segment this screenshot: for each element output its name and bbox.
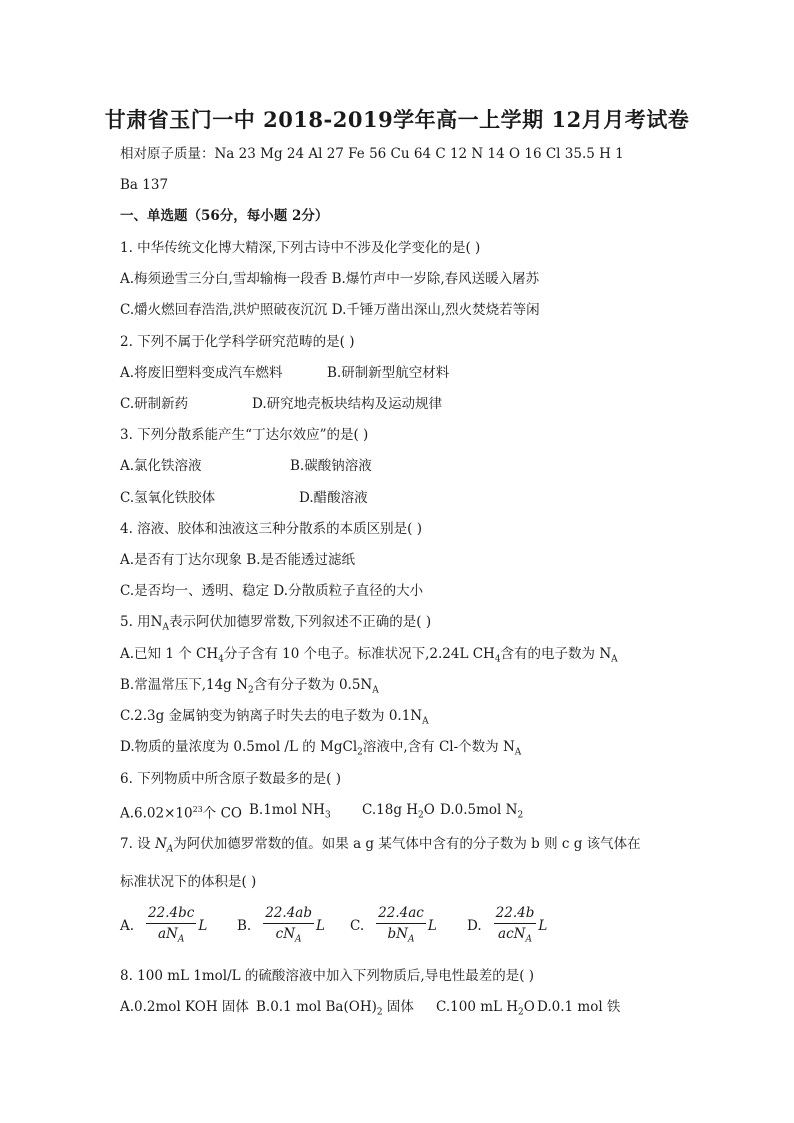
- question-8-option-a: A.0.2mol KOH 固体: [120, 999, 249, 1015]
- question-6-option-a: $A.6.02\times 10^{23}$个 CO: [120, 805, 242, 822]
- question-6-stem: 6. 下列物质中所含原子数最多的是( ): [120, 771, 341, 787]
- question-5-option-b: B.常温常压下,14g $N_2$含有分子数为 $0.5N_A$: [120, 677, 379, 696]
- question-4-stem: 4. 溶液、胶体和浊液这三种分散系的本质区别是( ): [120, 521, 422, 537]
- question-7-option-d: D. $\frac{22.4b}{acN_A}$ L: [467, 905, 548, 945]
- question-3-option-b: B.碳酸钠溶液: [290, 458, 372, 474]
- atomic-mass-line: 相对原子质量：Na 23 Mg 24 Al 27 Fe 56 Cu 64 C 12 N 14 O 16 Cl 35.5 H 1: [120, 146, 624, 162]
- question-2-option-b: B.研制新型航空材料: [327, 365, 450, 381]
- question-3-stem: 3. 下列分散系能产生“丁达尔效应”的是( ): [120, 427, 369, 443]
- question-2-option-c: C.研制新药: [120, 396, 189, 412]
- question-7-option-c: C. $\frac{22.4ac}{bN_A}$ L: [350, 905, 437, 945]
- question-1-options-ab: A.梅须逊雪三分白,雪却输梅一段香 B.爆竹声中一岁除,春风送暖入屠苏: [120, 271, 540, 287]
- question-7-stem: 7. 设 $N_A$为阿伏加德罗常数的值。如果 a g 某气体中含有的分子数为 b 则 c g 该气体在: [120, 836, 641, 855]
- question-3-option-c: C.氢氧化铁胶体: [120, 490, 216, 506]
- question-3-option-a: A.氯化铁溶液: [120, 458, 202, 474]
- question-4-options-cd: C.是否均一、透明、稳定 D.分散质粒子直径的大小: [120, 583, 424, 599]
- atomic-mass-line-cont: Ba 137: [120, 177, 169, 193]
- question-5-option-a: A.已知 1 个 $CH_4$分子含有 10 个电子。标准状况下,2.24L $CH_4$含有的电子数为 $N_A$: [120, 646, 618, 665]
- question-2-stem: 2. 下列不属于化学科学研究范畴的是( ): [120, 334, 355, 350]
- question-1-stem: 1. 中华传统文化博大精深,下列古诗中不涉及化学变化的是( ): [120, 240, 481, 256]
- question-8-option-c: C.100 mL $H_2O$: [436, 999, 535, 1018]
- question-2-option-d: D.研究地壳板块结构及运动规律: [252, 396, 443, 412]
- section-heading: 一、单选题（56分，每小题 2分）: [120, 208, 329, 224]
- question-7-option-a: A. $\frac{22.4bc}{aN_A}$ L: [120, 905, 208, 945]
- question-4-options-ab: A.是否有丁达尔现象 B.是否能透过滤纸: [120, 552, 356, 568]
- question-6-option-b: B.1mol $NH_3$: [249, 802, 331, 821]
- question-8-stem: 8. 100 mL 1mol/L 的硫酸溶液中加入下列物质后,导电性最差的是( ): [120, 968, 535, 984]
- question-1-options-cd: C.爝火燃回春浩浩,洪炉照破夜沉沉 D.千锤万凿出深山,烈火焚烧若等闲: [120, 302, 540, 318]
- question-5-stem: 5. 用$N_A$表示阿伏加德罗常数,下列叙述不正确的是( ): [120, 614, 432, 633]
- question-8-option-b: B.0.1 mol $Ba(OH)_2$ 固体: [256, 999, 414, 1018]
- question-6-option-d: D.0.5mol $N_2$: [440, 802, 524, 821]
- question-8-option-d: D.0.1 mol 铁: [537, 999, 621, 1015]
- question-3-option-d: D.醋酸溶液: [299, 490, 368, 506]
- question-7-option-b: B. $\frac{22.4ab}{cN_A}$ L: [237, 905, 325, 945]
- question-6-option-c: C.18g $H_2O$: [362, 802, 435, 821]
- question-7-stem-cont: 标准状况下的体积是( ): [120, 874, 257, 890]
- question-2-option-a: A.将废旧塑料变成汽车燃料: [120, 365, 283, 381]
- question-5-option-d: D.物质的量浓度为 0.5mol /L 的 MgCl$_2$溶液中,含有 Cl-个数为 $N_A$: [120, 739, 522, 758]
- question-5-option-c: C.2.3g 金属钠变为钠离子时失去的电子数为 $0.1N_A$: [120, 708, 429, 727]
- exam-title: 甘肃省玉门一中 2018-2019学年高一上学期 12月月考试卷: [104, 107, 690, 132]
